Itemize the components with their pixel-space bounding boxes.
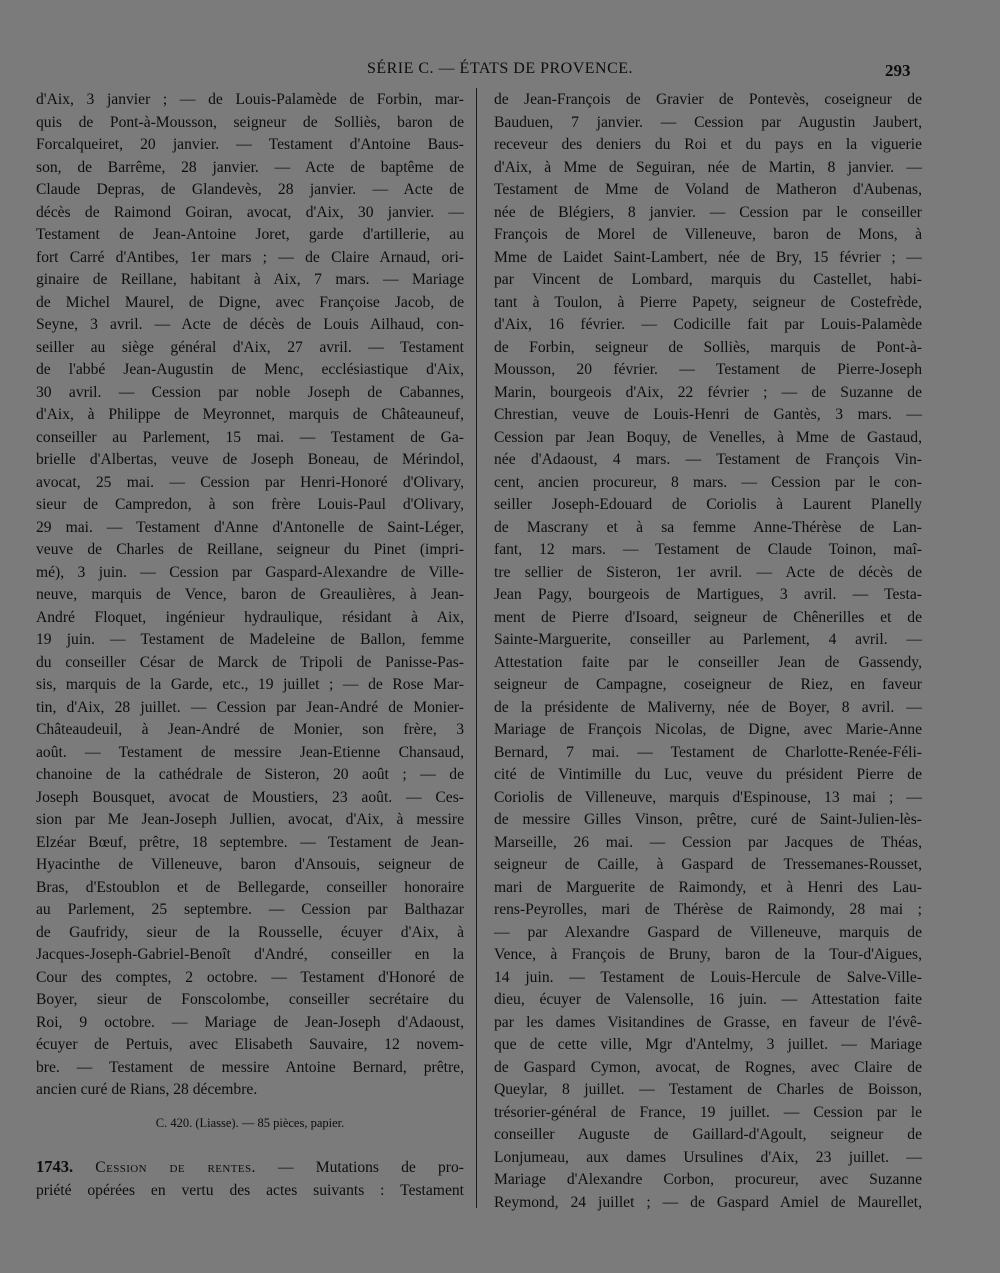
archive-footnote: C. 420. (Liasse). — 85 pièces, papier. bbox=[155, 1116, 345, 1130]
text-line: Chrestian, veuve de Louis-Henri de Gantès, 3 mars. — bbox=[494, 406, 922, 423]
text-line: Testament de Mme de Voland de Matheron d'Aubenas, bbox=[494, 181, 922, 198]
text-line: neuve, marquis de Vence, baron de Greaulières, à Jean- bbox=[36, 586, 464, 603]
text-line: trésorier-général de France, 19 juillet. — Cession par le bbox=[494, 1103, 922, 1121]
text-line: Mme de Laidet Saint-Lambert, née de Bry, 15 février ; — bbox=[494, 248, 922, 266]
text-line: 19 juin. — Testament de Madeleine de Ballon, femme bbox=[36, 631, 464, 648]
text-line: Elzéar Bœuf, prêtre, 18 septembre. — Testament de Jean- bbox=[36, 833, 464, 851]
text-line: tin, d'Aix, 28 juillet. — Cession par Jean-André de Monier- bbox=[36, 698, 464, 716]
text-line: conseiller au Parlement, 15 mai. — Testament de Ga- bbox=[36, 428, 464, 446]
column-divider bbox=[476, 88, 477, 1208]
text-line: dieu, écuyer de Valensolle, 16 juin. — Attestation faite bbox=[494, 991, 922, 1008]
text-line: sieur de Campredon, à son frère Louis-Paul d'Olivary, bbox=[36, 496, 464, 513]
text-line: de Gaufridy, sieur de la Rousselle, écuyer d'Aix, à bbox=[36, 923, 464, 941]
text-line: de l'abbé Jean-Augustin de Menc, ecclésiastique d'Aix, bbox=[36, 361, 464, 378]
text-line: Boyer, sieur de Fonscolombe, conseiller secrétaire du bbox=[36, 991, 464, 1008]
text-line: Testament de Jean-Antoine Joret, garde d'artillerie, au bbox=[36, 226, 464, 243]
text-line: 30 avril. — Cession par noble Joseph de Cabannes, bbox=[36, 383, 464, 401]
text-line: de Gaspard Cymon, avocat, de Rognes, avec Claire de bbox=[494, 1058, 922, 1076]
text-line: Jean Pagy, bourgeois de Martigues, 3 avril. — Testa- bbox=[494, 586, 922, 603]
text-line: Roi, 9 octobre. — Mariage de Jean-Joseph d'Adaoust, bbox=[36, 1013, 464, 1031]
text-line: au Parlement, 25 septembre. — Cession par Balthazar bbox=[36, 901, 464, 918]
text-line: 29 mai. — Testament d'Anne d'Antonelle de Saint-Léger, bbox=[36, 518, 464, 536]
text-line: écuyer de Pertuis, avec Elisabeth Sauvaire, 12 novem- bbox=[36, 1036, 464, 1053]
text-line: Mariage de François Nicolas, de Digne, avec Marie-Anne bbox=[494, 721, 922, 738]
text-line: François de Morel de Villeneuve, baron de Mons, à bbox=[494, 226, 922, 243]
text-line: de Jean-François de Gravier de Pontevès, coseigneur de bbox=[494, 91, 922, 108]
text-line: Cession par Jean Boquy, de Venelles, à Mme de Gastaud, bbox=[494, 428, 922, 446]
text-line: sion par Me Jean-Joseph Jullien, avocat, d'Aix, à messire bbox=[36, 811, 464, 828]
entry-1743 bbox=[36, 1156, 464, 1202]
text-line: décès de Raimond Goiran, avocat, d'Aix, 30 janvier. — bbox=[36, 203, 464, 221]
text-line: Seyne, 3 avril. — Acte de décès de Louis Ailhaud, con- bbox=[36, 316, 464, 333]
text-line: fort Carré d'Antibes, 1er mars ; — de Claire Arnaud, ori- bbox=[36, 248, 464, 266]
text-line: conseiller Auguste de Gaillard-d'Agoult, seigneur de bbox=[494, 1126, 922, 1143]
text-line: Lonjumeau, aux dames Ursulines d'Aix, 23 juillet. — bbox=[494, 1148, 922, 1166]
text-line: par Vincent de Lombard, marquis du Castellet, habi- bbox=[494, 271, 922, 288]
text-line: par les dames Visitandines de Grasse, en faveur de l'évê- bbox=[494, 1013, 922, 1031]
text-line: de Michel Maurel, de Digne, avec Françoise Jacob, de bbox=[36, 293, 464, 311]
text-line: Reymond, 24 juillet ; — de Gaspard Amiel de Maurellet, bbox=[494, 1193, 922, 1211]
text-line: Jacques-Joseph-Gabriel-Benoît d'André, conseiller en la bbox=[36, 946, 464, 963]
text-line: seiller Joseph-Edouard de Coriolis à Laurent Planelly bbox=[494, 496, 922, 513]
text-line: Mousson, 20 février. — Testament de Pierre-Joseph bbox=[494, 361, 922, 378]
text-line: avocat, 25 mai. — Cession par Henri-Honoré d'Olivary, bbox=[36, 473, 464, 491]
entry-number: 1743. bbox=[36, 1157, 74, 1176]
text-line: d'Aix, 3 janvier ; — de Louis-Palamède de Forbin, mar- bbox=[36, 91, 464, 108]
text-line: Marseille, 26 mai. — Cession par Jacques de Théas, bbox=[494, 833, 922, 851]
text-line: du conseiller César de Marck de Tripoli de Panisse-Pas- bbox=[36, 653, 464, 671]
text-line: d'Aix, à Philippe de Meyronnet, marquis de Châteauneuf, bbox=[36, 406, 464, 423]
text-line: d'Aix, 16 février. — Codicille fait par Louis-Palamède bbox=[494, 316, 922, 333]
text-line: Châteaudeuil, à Jean-André de Monier, son frère, 3 bbox=[36, 721, 464, 738]
text-line: brielle d'Albertas, veuve de Joseph Boneau, de Mérindol, bbox=[36, 451, 464, 468]
text-line: son, de Barrême, 28 janvier. — Acte de baptême de bbox=[36, 158, 464, 176]
text-line: rens-Peyrolles, mari de Thérèse de Raimondy, 28 mai ; bbox=[494, 901, 922, 918]
right-column bbox=[494, 89, 922, 1214]
text-line: de la présidente de Maliverny, née de Boyer, 8 avril. — bbox=[494, 698, 922, 716]
text-line: née d'Adaoust, 4 mars. — Testament de François Vin- bbox=[494, 451, 922, 468]
text-line: née de Blégiers, 8 janvier. — Cession par le conseiller bbox=[494, 203, 922, 221]
text-line: Queylar, 8 juillet. — Testament de Charles de Boisson, bbox=[494, 1081, 922, 1098]
text-line: quis de Pont-à-Mousson, seigneur de Solliès, baron de bbox=[36, 113, 464, 131]
text-line: Claude Depras, de Glandevès, 28 janvier. — Acte de bbox=[36, 181, 464, 198]
text-line: mé), 3 juin. — Cession par Gaspard-Alexandre de Ville- bbox=[36, 563, 464, 581]
text-line: veuve de Charles de Reillane, seigneur du Pinet (impri- bbox=[36, 541, 464, 558]
text-line: mari de Marguerite de Raimondy, et à Henri des Lau- bbox=[494, 878, 922, 896]
left-column bbox=[36, 89, 464, 1102]
text-line: ginaire de Reillane, habitant à Aix, 7 mars. — Mariage bbox=[36, 271, 464, 288]
text-line: Coriolis de Villeneuve, marquis d'Espinouse, 13 mai ; — bbox=[494, 788, 922, 806]
text-line: tant à Toulon, à Pierre Papety, seigneur de Costefrède, bbox=[494, 293, 922, 311]
text-line: sis, marquis de la Garde, etc., 19 juillet ; — de Rose Mar- bbox=[36, 676, 464, 693]
text-line: Cour des comptes, 2 octobre. — Testament d'Honoré de bbox=[36, 968, 464, 986]
text-line: Bras, d'Estoublon et de Bellegarde, conseiller honoraire bbox=[36, 878, 464, 896]
entry-line1-rest: — Mutations de pro- bbox=[255, 1159, 464, 1176]
text-line: d'Aix, à Mme de Seguiran, née de Martin, 8 janvier. — bbox=[494, 158, 922, 176]
text-line: Sainte-Marguerite, conseiller au Parlement, 4 avril. — bbox=[494, 631, 922, 648]
text-line: cent, ancien procureur, 8 mars. — Cession par le con- bbox=[494, 473, 922, 491]
text-line: bre. — Testament de messire Antoine Bernard, prêtre, bbox=[36, 1058, 464, 1076]
text-line: seigneur de Caille, à Gaspard de Tressemanes-Rousset, bbox=[494, 856, 922, 873]
entry-first-line bbox=[36, 1156, 464, 1180]
page-number: 293 bbox=[885, 61, 911, 80]
entry-heading: Cession de rentes. bbox=[95, 1159, 256, 1176]
text-line: août. — Testament de messire Jean-Etienne Chansaud, bbox=[36, 743, 464, 761]
text-line: Bauduen, 7 janvier. — Cession par Augustin Jaubert, bbox=[494, 113, 922, 131]
entry-second-line: priété opérées en vertu des actes suivants : Testament bbox=[36, 1181, 464, 1199]
text-line: de messire Gilles Vinson, prêtre, curé de Saint-Julien-lès- bbox=[494, 811, 922, 828]
running-title: SÉRIE C. — ÉTATS DE PROVENCE. bbox=[366, 60, 634, 77]
text-line: Hyacinthe de Villeneuve, baron d'Ansouis, seigneur de bbox=[36, 856, 464, 873]
text-line: fant, 12 mars. — Testament de Claude Toinon, maî- bbox=[494, 541, 922, 558]
text-line: cité de Vintimille du Luc, veuve du président Pierre de bbox=[494, 766, 922, 783]
text-line: Marin, bourgeois d'Aix, 22 février ; — de Suzanne de bbox=[494, 383, 922, 401]
text-line: chanoine de la cathédrale de Sisteron, 20 août ; — de bbox=[36, 766, 464, 783]
text-line: Forcalqueiret, 20 janvier. — Testament d'Antoine Baus- bbox=[36, 136, 464, 153]
text-line: que de cette ville, Mgr d'Antelmy, 3 juillet. — Mariage bbox=[494, 1036, 922, 1053]
text-line: de Mascrany et à sa femme Anne-Thérèse de Lan- bbox=[494, 518, 922, 536]
text-line: receveur des deniers du Roi et du pays en la viguerie bbox=[494, 136, 922, 153]
text-line: André Floquet, ingénieur hydraulique, résidant à Aix, bbox=[36, 608, 464, 626]
text-line: 14 juin. — Testament de Louis-Hercule de Salve-Ville- bbox=[494, 968, 922, 986]
text-line: seiller au siège général d'Aix, 27 avril. — Testament bbox=[36, 338, 464, 356]
text-line: ment de Pierre d'Isoard, seigneur de Chênerilles et de bbox=[494, 608, 922, 626]
text-line: de Forbin, seigneur de Solliès, marquis de Pont-à- bbox=[494, 338, 922, 356]
text-line: tre sellier de Sisteron, 1er avril. — Acte de décès de bbox=[494, 563, 922, 581]
text-line: — par Alexandre Gaspard de Villeneuve, marquis de bbox=[494, 923, 922, 941]
text-line: Vence, à François de Bruny, baron de la Tour-d'Aigues, bbox=[494, 946, 922, 963]
text-line: Bernard, 7 mai. — Testament de Charlotte-Renée-Féli- bbox=[494, 743, 922, 761]
text-line: Mariage d'Alexandre Corbon, procureur, avec Suzanne bbox=[494, 1171, 922, 1188]
text-line: Attestation faite par le conseiller Jean de Gassendy, bbox=[494, 653, 922, 671]
text-line: Joseph Bousquet, avocat de Moustiers, 23 août. — Ces- bbox=[36, 788, 464, 806]
text-line: seigneur de Campagne, coseigneur de Riez, en faveur bbox=[494, 676, 922, 693]
text-line: ancien curé de Rians, 28 décembre. bbox=[36, 1081, 258, 1098]
